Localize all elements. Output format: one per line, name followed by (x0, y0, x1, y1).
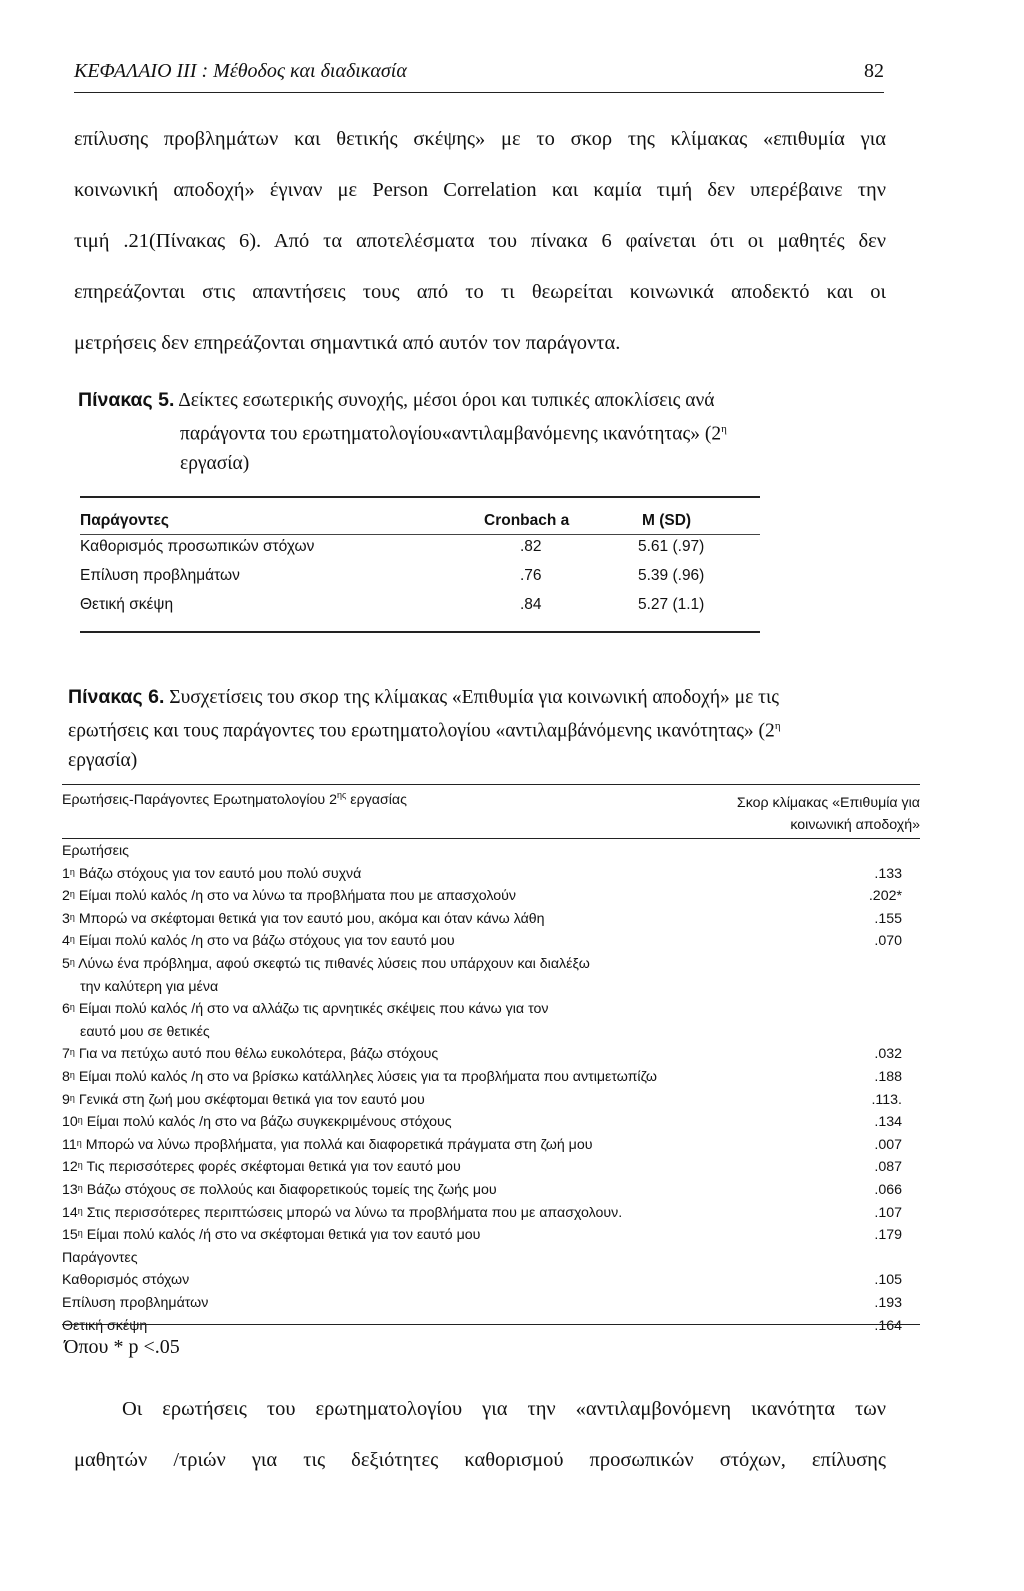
factor-text: Επίλυση προβλημάτων (62, 1295, 209, 1311)
question-text: Μπορώ να λύνω προβλήματα, για πολλά και διαφορετικά πράγματα στη ζωή μου (81, 1136, 593, 1153)
header-text: εργασίας (346, 792, 407, 808)
question-sup: η (69, 866, 75, 877)
question-sup: η (69, 957, 75, 967)
header-text: Ερωτήσεις-Παράγοντες Ερωτηματολογίου 2 (62, 792, 338, 808)
question-sup: η (77, 1228, 83, 1239)
question-number: 13 (62, 1182, 78, 1198)
table-row (62, 1247, 920, 1269)
table-row (62, 840, 920, 862)
header-score-col (737, 792, 920, 836)
question-text: Είμαι πολύ καλός /η στο να λύνω τα προβλήματα που με απασχολούν (74, 888, 516, 905)
table-row (62, 998, 920, 1020)
question-number: 10 (62, 1114, 78, 1131)
question-sup: η (69, 889, 75, 900)
correlation-value: .105 (874, 1272, 902, 1289)
correlation-value: .007 (874, 1136, 902, 1153)
table-cell: .84 (520, 596, 542, 613)
question-text: Είμαι πολύ καλός /η στο να βρίσκω κατάλληλες λύσεις για τα προβλήματα που αντιμετωπίζω (74, 1069, 657, 1085)
caption-line: ερωτήσεις και τους παράγοντες του ερωτηματολογίου «αντιλαμβάνόμενης ικανότητας» (2 (68, 720, 775, 742)
question-sup: η (69, 1002, 75, 1013)
header-sup: ης (337, 790, 347, 800)
table-row (62, 1089, 920, 1111)
caption-line: Συσχετίσεις του σκορ της κλίμακας «Επιθυμία για κοινωνική αποδοχή» με τις (169, 687, 779, 708)
question-text: Είμαι πολύ καλός /η στο να βάζω στόχους για τον εαυτό μου (74, 933, 455, 950)
question-number: 7 (62, 1046, 70, 1063)
significance-note: Όπου * p <.05 (64, 1336, 180, 1358)
section-label: Παράγοντες (62, 1249, 138, 1266)
table-row (62, 1156, 920, 1178)
table-cell: 5.61 (.97) (638, 538, 705, 555)
correlation-value: .164 (874, 1317, 902, 1334)
table-row (62, 1111, 920, 1133)
correlation-value: .155 (874, 910, 902, 927)
question-text: Είμαι πολύ καλός /ή στο να αλλάζω τις αρνητικές σκέψεις που κάνω για τον (74, 1001, 549, 1018)
text-line-content: μαθητών /τριών για τις δεξιότητες καθορισμού προσωπικών στόχων, επίλυσης (74, 1449, 886, 1471)
table-row (62, 1224, 920, 1246)
section-label: Ερωτήσεις (62, 843, 129, 859)
table-row (62, 863, 920, 885)
question-sup: η (69, 934, 75, 945)
question-number: 4 (62, 933, 70, 950)
correlation-value: .188 (874, 1069, 902, 1085)
question-sup: η (77, 1160, 83, 1171)
table-row (62, 1315, 920, 1337)
correlation-value: .032 (874, 1046, 902, 1063)
question-number: 2 (62, 888, 70, 905)
text-line: μετρήσεις δεν επηρεάζονται σημαντικά από αυτόν τον παράγοντα. (74, 332, 621, 354)
table-row (62, 1292, 920, 1314)
text-line-content: Οι ερωτήσεις του ερωτηματολογίου για την «αντιλαμβονόμενη ικανότητα των (122, 1398, 886, 1420)
header-questions-col (62, 792, 407, 808)
question-text: Βάζω στόχους σε πολλούς και διαφορετικούς τομείς της ζωής μου (82, 1182, 497, 1198)
table-row (62, 1269, 920, 1291)
table-row (62, 930, 920, 952)
page-header (74, 58, 884, 93)
question-text: Είμαι πολύ καλός /η στο να βάζω συγκεκριμένους στόχους (82, 1114, 452, 1131)
header-text: Σκορ κλίμακας «Επιθυμία για (736, 795, 920, 811)
question-number: 11 (62, 1136, 77, 1153)
correlation-value: .202* (868, 888, 902, 905)
text-line: κοινωνική αποδοχή» έγιναν με Person Correlation και καμία τιμή δεν υπερέβαινε την (74, 179, 886, 201)
table-row (62, 1179, 920, 1201)
factor-text: Θετική σκέψη (62, 1317, 148, 1334)
question-sup: η (69, 1070, 75, 1080)
header-factor: Παράγοντες (80, 512, 169, 529)
correlation-value: .070 (874, 933, 902, 950)
table-row (62, 1043, 920, 1065)
text-line: επίλυσης προβλημάτων και θετικής σκέψης» με το σκορ της κλίμακας «επιθυμία για (74, 128, 886, 150)
caption-line: εργασία) (68, 749, 138, 771)
correlation-value: .179 (874, 1227, 902, 1244)
text-line (74, 1398, 886, 1421)
table-row (62, 908, 920, 930)
text-line: επηρεάζονται στις απαντήσεις τους από το τι θεωρείται κοινωνικά αποδεκτό και οι (74, 281, 886, 303)
question-number: 15 (62, 1227, 78, 1244)
table5-label: Πίνακας 5. (78, 389, 175, 411)
header-alpha: Cronbach a (484, 512, 570, 529)
table-rule (80, 496, 760, 498)
table5-caption (78, 386, 838, 478)
table-cell: .76 (520, 567, 542, 584)
question-text: Για να πετύχω αυτό που θέλω ευκολότερα, βάζω στόχους (74, 1046, 439, 1063)
question-number: 8 (62, 1069, 70, 1085)
table-cell: Καθορισμός προσωπικών στόχων (80, 538, 315, 555)
table-rule (80, 631, 760, 633)
caption-line: Δείκτες εσωτερικής συνοχής, μέσοι όροι και τυπικές αποκλίσεις ανά (178, 390, 715, 411)
question-text-continued: εαυτό μου σε θετικές (80, 1023, 210, 1040)
table-cell: 5.27 (1.1) (638, 596, 705, 613)
table-rule (62, 784, 920, 785)
table-row (62, 885, 920, 907)
table-row (62, 976, 920, 998)
header-msd: M (SD) (642, 512, 692, 529)
question-number: 3 (62, 910, 70, 927)
table-cell: Επίλυση προβλημάτων (80, 567, 240, 584)
question-number: 1 (62, 865, 70, 882)
table-row (62, 1134, 920, 1156)
table6-label: Πίνακας 6. (68, 686, 165, 708)
question-sup: η (77, 1205, 83, 1216)
question-number: 12 (62, 1159, 78, 1176)
correlation-value: .113. (871, 1091, 902, 1108)
question-number: 14 (62, 1204, 78, 1221)
table-rule (80, 534, 760, 535)
correlation-value: .107 (874, 1204, 902, 1221)
question-text-continued: την καλύτερη για μένα (80, 978, 219, 995)
correlation-value: .066 (874, 1182, 902, 1198)
question-text: Λύνω ένα πρόβλημα, αφού σκεφτώ τις πιθανές λύσεις που υπάρχουν και διαλέξω (74, 956, 590, 972)
correlation-value: .087 (874, 1159, 902, 1176)
factor-text: Καθορισμός στόχων (62, 1272, 190, 1289)
table6-caption (68, 683, 928, 775)
header-text: κοινωνική αποδοχή» (790, 817, 920, 833)
caption-line: εργασία) (180, 452, 250, 474)
table-row (62, 1021, 920, 1043)
table-row (62, 1202, 920, 1224)
question-sup: η (69, 911, 75, 922)
correlation-value: .133 (874, 865, 902, 882)
table-cell: Θετική σκέψη (80, 596, 174, 613)
caption-sup: η (774, 720, 781, 732)
question-number: 6 (62, 1001, 70, 1018)
page-number: 82 (864, 60, 884, 82)
caption-sup: η (721, 423, 727, 435)
question-sup: η (77, 1115, 83, 1126)
table-row (62, 1066, 920, 1088)
question-text: Μπορώ να σκέφτομαι θετικά για τον εαυτό μου, ακόμα και όταν κάνω λάθη (74, 910, 545, 927)
text-line (74, 1449, 886, 1472)
question-sup: η (77, 1183, 83, 1193)
correlation-value: .134 (874, 1114, 902, 1131)
table-rule (62, 1324, 920, 1325)
caption-line: παράγοντα του ερωτηματολογίου«αντιλαμβανόμενης ικανότητας» (2 (180, 423, 722, 445)
question-number: 9 (62, 1091, 70, 1108)
table-row (62, 953, 920, 975)
question-sup: η (69, 1047, 75, 1058)
question-text: Είμαι πολύ καλός /ή στο να σκέφτομαι θετικά για τον εαυτό μου (82, 1227, 481, 1244)
table-rule (62, 838, 920, 839)
correlation-value: .193 (874, 1295, 902, 1311)
question-text: Γενικά στη ζωή μου σκέφτομαι θετικά για τον εαυτό μου (74, 1091, 425, 1108)
question-sup: η (69, 1092, 75, 1103)
question-text: Βάζω στόχους για τον εαυτό μου πολύ συχνά (74, 865, 362, 882)
question-text: Τις περισσότερες φορές σκέφτομαι θετικά για τον εαυτό μου (82, 1159, 461, 1176)
table-cell: 5.39 (.96) (638, 567, 705, 584)
chapter-title: ΚΕΦΑΛΑΙΟ ΙΙΙ : Μέθοδος και διαδικασία (74, 60, 407, 82)
table-cell: .82 (520, 538, 542, 555)
question-number: 5 (62, 956, 70, 972)
text-line: τιμή .21(Πίνακας 6). Από τα αποτελέσματα του πίνακα 6 φαίνεται ότι οι μαθητές δεν (74, 230, 886, 252)
question-sup: η (76, 1137, 82, 1148)
question-text: Στις περισσότερες περιπτώσεις μπορώ να λύνω τα προβλήματα που με απασχολουν. (82, 1204, 623, 1221)
